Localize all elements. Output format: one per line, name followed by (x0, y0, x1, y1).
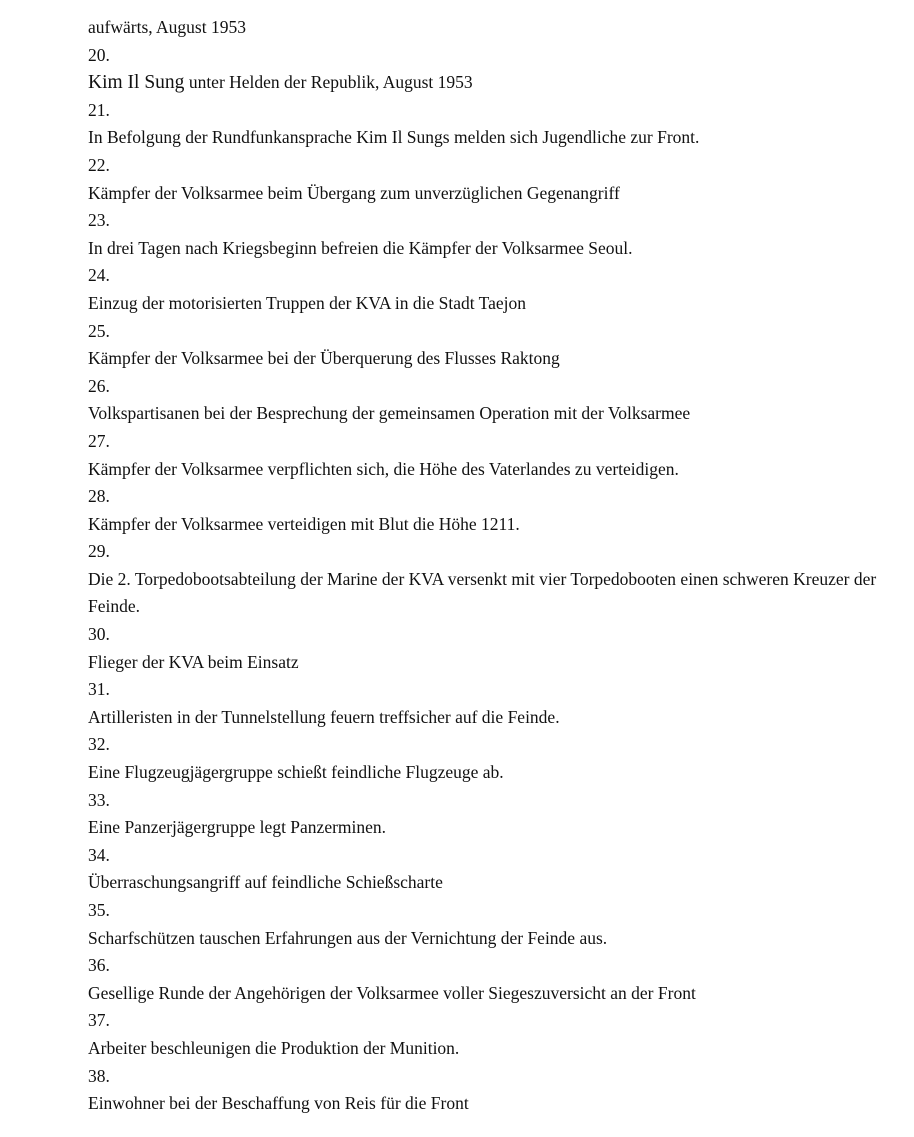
item-caption: Volkspartisanen bei der Besprechung der gemeinsamen Operation mit der Volksarmee (88, 403, 691, 424)
item-caption: Artilleristen in der Tunnelstellung feuern treffsicher auf die Feinde. (88, 706, 560, 727)
item-caption: Einzug der motorisierten Truppen der KVA in die Stadt Taejon (88, 292, 527, 313)
caption-lead: Kim Il Sung (88, 72, 185, 94)
item-number: 22. (88, 154, 110, 175)
item-number: 21. (88, 99, 110, 120)
item-caption: Eine Panzerjägergruppe legt Panzerminen. (88, 817, 387, 838)
item-number: 32. (88, 734, 110, 755)
item-number: 25. (88, 320, 110, 341)
item-number: 27. (88, 430, 110, 451)
item-number: 34. (88, 844, 110, 865)
item-caption: In drei Tagen nach Kriegsbeginn befreien die Kämpfer der Volksarmee Seoul. (88, 237, 633, 258)
item-caption: Eine Flugzeugjägergruppe schießt feindliche Flugzeuge ab. (88, 762, 504, 783)
caption-rest: unter Helden der Republik, August 1953 (184, 72, 473, 93)
item-number: 31. (88, 679, 110, 700)
item-number: 36. (88, 955, 110, 976)
item-number: 38. (88, 1065, 110, 1086)
item-number: 26. (88, 375, 110, 396)
item-caption: Flieger der KVA beim Einsatz (88, 651, 299, 672)
item-caption: Arbeiter beschleunigen die Produktion der Munition. (88, 1037, 460, 1058)
item-caption: Kämpfer der Volksarmee verpflichten sich, die Höhe des Vaterlandes zu verteidigen. (88, 458, 679, 479)
item-number: 33. (88, 789, 110, 810)
item-caption: Scharfschützen tauschen Erfahrungen aus der Vernichtung der Feinde aus. (88, 927, 608, 948)
item-caption: Kämpfer der Volksarmee bei der Überquerung des Flusses Raktong (88, 348, 560, 369)
item-number: 37. (88, 1010, 110, 1031)
item-caption: In Befolgung der Rundfunkansprache Kim Il Sungs melden sich Jugendliche zur Front. (88, 127, 700, 148)
item-number: 28. (88, 486, 110, 507)
item-number: 24. (88, 265, 110, 286)
item-caption (88, 69, 878, 97)
item-caption: Einwohner bei der Beschaffung von Reis für die Front (88, 1093, 469, 1114)
item-caption: Die 2. Torpedobootsabteilung der Marine der KVA versenkt mit vier Torpedobooten einen schweren Kreuzer der Feinde. (88, 568, 877, 617)
item-caption: Gesellige Runde der Angehörigen der Volksarmee voller Siegeszuversicht an der Front (88, 982, 696, 1003)
item-number: 30. (88, 624, 110, 645)
item-number: 20. (88, 44, 110, 65)
caption-list (88, 42, 878, 1118)
item-number: 29. (88, 541, 110, 562)
item-caption: Kämpfer der Volksarmee verteidigen mit Blut die Höhe 1211. (88, 513, 520, 534)
item-caption: Überraschungsangriff auf feindliche Schießscharte (88, 872, 443, 893)
document-body (88, 14, 878, 1118)
item-caption: Kämpfer der Volksarmee beim Übergang zum unverzüglichen Gegenangriff (88, 182, 620, 203)
item-number: 35. (88, 900, 110, 920)
intro-text: aufwärts, August 1953 (88, 17, 246, 37)
item-number: 23. (88, 210, 110, 231)
